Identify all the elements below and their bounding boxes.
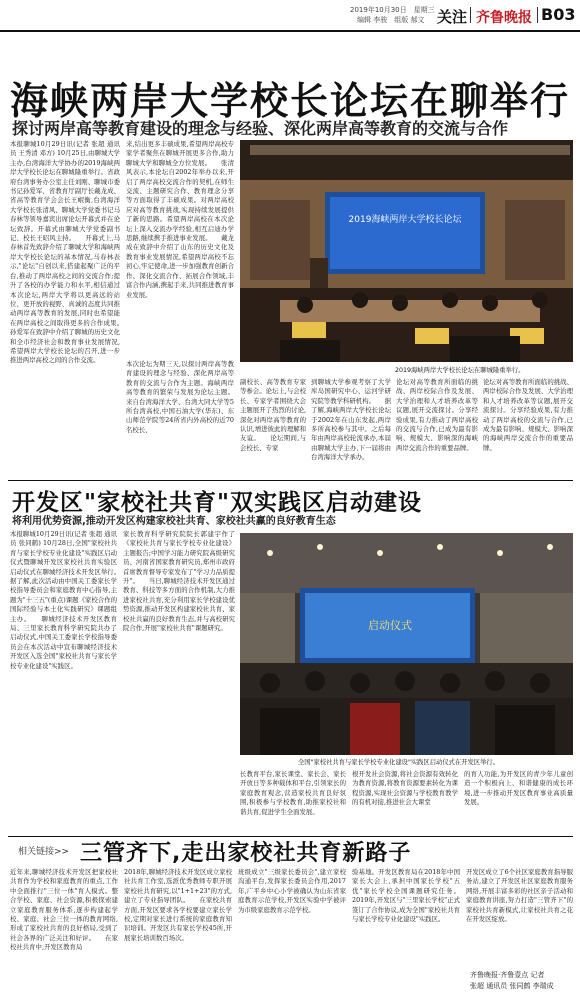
header-divider-2 [537,7,538,23]
article1-column-2b: 本次论坛为期三天,以探讨两岸高等教育建设的理念与经验、深化两岸高等教育的交流与合作为主题。海峡两岸高等教育的繁荣与发展为论坛主题。来自台湾海洋大学、台湾大同大学等5所台湾高校,中国石油大学(华东)、东山师范学院等24所省内外高校的近70名校长、 [126,360,234,434]
article2-column-3a: 长教育平台,家长课堂、家长会、家长开放日等多种载体和平台,引领家长的家庭教育观念,营造家校共育良好氛围,积极参与学校教育,助推家校社和谐共育,促进学生全面发展。 [240,770,346,816]
related-link-tag: 相关链接>> [18,847,70,857]
photo-caption-2: 全国"家校社共育与家长学校专业化建设"实践区启动仪式在开发区举行。 [298,759,499,766]
article1-column-2: 来,结出更多丰硕成果,希望两岸高校专家学者聚焦在聊城开展更多合作,助力聊城大学和聊城全方位发展。 张清风表示,本论坛自2002年举办以来,开启了两岸高校交流合作的契机,在师生交流、主题研究合作、教育理念分享等方面取得了丰硕成果。对两岸高校应对高等教育挑战,实现持续发展提供了新的思路。希望两岸高校在本次论坛上深入交流办学经验,相互启迪办学思路,继续携手推进事业发展。 戴龙成在致辞中介绍了山东的历史文化及教育事业发展情况,希望两岸高校不忘初心,牢记使命,进一步加强教育创新合作、深化交流合作、拓展合作领域,丰富合作内涵,携起手来,共同推进教育事业发展。 [126,140,234,299]
article1-column-3a: 副校长、高等教育专家等参会。论坛上,与会校长、专家学者围绕大会主题展开了热烈的讨论,深化对两岸高等教育的认识,增进彼此的理解和友谊。 论坛期间,与会校长、专家 [240,378,306,452]
screen-title: 2019海峡两岸大学校长论坛 [348,215,462,225]
article3-column-3: 班级成立"三级家长委员会",建立家校沟通平台,发挥家长委员会作用,2017年,广平乡中心小学被确认为山东省家庭教育示范学校,开发区实验中学被评为市级家庭教育示范学校。 [238,868,346,914]
article1-column-1: 本报聊城10月29日讯(记者 张超 通讯员 王秀清 邓方) 10月25日,由聊城大学主办,台湾海洋大学协办的2019海峡两岸大学校长论坛在聊城隆重举行。省政府台湾事务办公室主任刘刚、聊城市委书记孙爱军、省教育厅副厅长戴龙成、省高等教育学会会长王岷衡,台湾海洋大学校长张清风、聊城大学党委书记马春林等领导嘉宾出席论坛开幕式并在论坛致辞。开幕式由聊城大学党委副书记、校长王昭风主持。 开幕式上,马春林首先致辞介绍了聊城大学和海峡两岸大学校长论坛的基本情况,马春林表示,"论坛"自创以来,搭建起聚广泛的平台,推动了两岸高校之间的交流合作;提升了各校的办学能力和水平,相信通过本次论坛,两岸大学将以更高远的站位、更开放的视野、真诚的态度共同推动两岸高等教育的发展,同时也希望能在两岸高校之间取得更多的合作成果。 孙爱军在致辞中介绍了聊城的历史文化和全市经济社会和教育事业发展情况,希望两岸大学校长论坛的召开,进一步推进两岸高校之间的合作交流。 [10,140,120,365]
article2-column-2: 家长教育科学研究院院长郭建宇作了《家校社共育与家长学校专业化建设》主题报告;中国学习能力研究院高级研究员、河南省国家教育研究员,郑州市政府首席教育督导专家发布了"学习力品质提升"。 当日,聊城经济技术开发区通过教育、科技等多方面的合作机制,大力推进家校社共育,充分利用家长学校建设优势资源,推动开发区构建家校社共育、家校社共赢的良好教育生态,并与高校研究院合作,开展"家校社共育"课题研究。 [123,530,235,633]
article2-column-1: 本报聊城10月29日讯(记者 张超 通讯员 张同鹤) 10月28日,全国"家校社共育与家长学校专业化建设"实践区启动仪式暨聊城开发区家校社共育实验区启动仪式在聊城经济技术开发区举行。 据了解,此次活动由中国关工委家长学校指导委员会和家庭教育中心指导,主题为"十三五"(重点)课题《家校合作的国际经验与本土化实践研究》课题组主办。 聊城经济技术开发区教育局、三里家长教育科学研究院共办了启动仪式,中国关工委家长学校指导委员会在本次活动中宣布聊城经济技术开发区入选全国"家校社共育与家长学校专业化建设"实践区。 [10,530,117,670]
article1-column-3b: 到聊城大学参观考察了大学库岛国研究中心、运河学研究院等教学科研机构。 据了解,海峡两岸大学校长论坛于2002年在山东发起,两岸多所高校参与其中。之后每年由两岸高校轮流承办,本届由聊城大学主办,下一届将由台湾海洋大学承办。 [311,378,391,462]
article1-column-3d: 论坛对高等教育所面临的挑战、两岸校际合作及发展、大学治理和人才培养改革等议题,展开交流探讨。分享经验成果,有力推动了两岸高校的交流与合作,已成为最有影响、规模大、影响深的海峡两岸交流合作的重要品牌。 [483,378,573,452]
forum-photo-illustration [240,140,573,362]
article3-column-1: 近年来,聊城经济技术开发区把家校社共育作为学校和家庭教育的重点,工作中全面推行"三位一体"育人模式。整合学校、家庭、社会资源,积极探索建立家庭教育服务体系,逐步构建起学校、家庭、社会三位一体的教育网络,形成了家校社共育的良好格局,受到了社会各界的广泛关注和好评。 在家校社共育中,开发区教育局 [10,868,118,952]
byline-title: 齐鲁晚报·齐鲁壹点 记者 [470,971,545,979]
headline-3: 三管齐下,走出家校社共育新路子 [80,841,412,866]
header-divider [470,7,471,23]
article-divider-1 [8,480,573,481]
article3-column-5: 开发区成立了6个社区家庭教育指导服务站,建立了开发区社区家庭教育服务网络,开展丰富多彩的社区亲子活动和家庭教育讲座,努力打造"三管齐下"的家校社共育新模式,让家校社共育之花在开发区绽放。 [466,868,573,924]
headline-1: 海峡两岸大学校长论坛在聊举行 [10,79,571,123]
headline-2: 开发区"家校社共育"双实践区启动建设 [12,490,422,516]
subhead-2: 将利用优势资源,推动开发区构建家校社共育、家校社共赢的良好教育生态 [12,516,336,527]
section-title: 关注 [437,8,468,26]
ceremony-photo [240,533,573,755]
editor-line: 编辑 李骏 组版 郝文 [357,16,425,24]
article3-column-2: 2018年,聊城经济技术开发区成立家校社共育工作室,选派优秀教师专职开展家校社共育研究,以"1+1+23"的方式,建立了专业指导团队。 在家校共育方面,开发区要求各学校要建立家长学校,定期对家长进行系统的家庭教育知识培训。开发区共有家长学校45所,开展家长培训数百场次。 [124,868,232,942]
masthead-logo: 齐鲁晚报 [476,10,532,26]
article3-column-4: 验基地。开发区教育局在2018年中国家长大会上,承担中国家长学校"五优"家长学校全国课题研究任务。2019年,开发区与"三里家长学校"正式签订了合作协议,成为全国"家校社共育与家长学校专业化建设"实践区。 [352,868,460,924]
page-number: B03 [541,5,576,24]
byline-names: 张超 通讯员 张同鹤 李瑞成 [470,982,554,990]
header-rule [0,30,580,32]
article2-column-3c: 的育人功能,为开发区的青少年儿童创造一个积极向上、和谐健康的成长环境,进一步推动开发区教育事业高质量发展。 [464,770,573,807]
ceremony-photo-illustration [240,533,573,755]
photo-caption-1: 2019海峡两岸大学校长论坛在聊城隆重举行。 [395,367,525,374]
screen-title-2: 启动仪式 [368,619,412,632]
subhead-1: 探讨两岸高等教育建设的理念与经验、深化两岸高等教育的交流与合作 [12,119,509,138]
article2-column-3b: 根开发社会资源,将社会资源有效转化为教育资源,将教育资源要素转化为课程资源,实现社会资源与学校教育教学的有机对接,推进社会大课堂 [352,770,458,807]
article1-column-3c: 论坛对高等教育所面临的挑战、两岸校际合作及发展、大学治理和人才培养改革等议题,展开交流探讨。分享经验成果,有力推动了两岸高校的交流与合作,已成为最有影响、规模大、影响深的海峡两岸交流合作的重要品牌。 [396,378,478,452]
forum-photo [240,140,573,362]
date-line: 2019年10月30日 星期三 [350,6,435,14]
